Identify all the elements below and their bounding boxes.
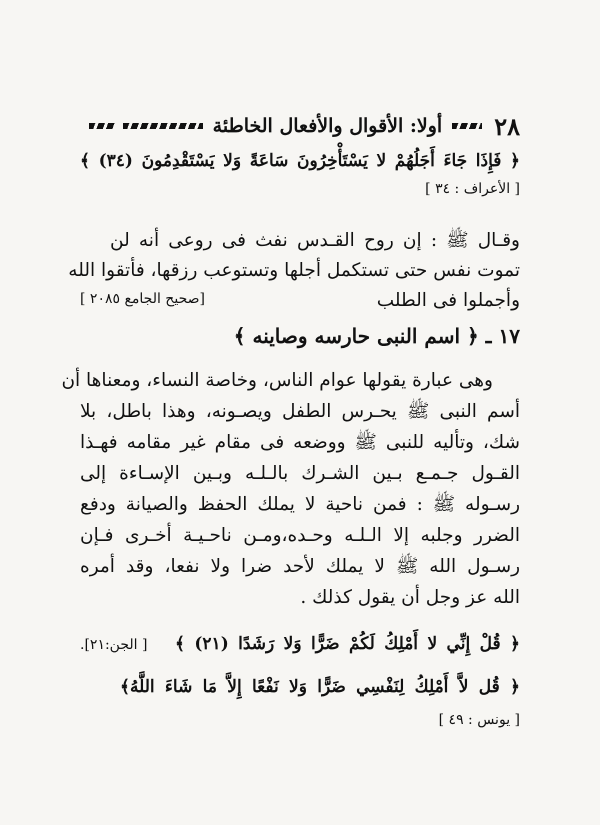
text-line: رسـول الله ﷺ لا يملك لأحد ضرا ولا نفعا، وقد أمره [80, 556, 520, 577]
page-header [80, 111, 520, 141]
text-line: وأجملوا فى الطلب [376, 290, 520, 311]
header-divider [89, 123, 115, 129]
hadith-reference: [صحيح الجامع ٢٠٨٥ ] [80, 291, 205, 307]
verse-reference: [ الجن:٢١]. [80, 637, 148, 653]
section-heading: ١٧ ـ ﴿ اسم النبى حارسه وصاينه ﴾ [233, 324, 520, 348]
header-title: أولا: الأقوال والأفعال الخاطئة [212, 115, 443, 137]
header-divider [452, 123, 482, 129]
text-line: شك، وتأليه للنبى ﷺ ووضعه فى مقام غير مقامه فهـذا [80, 432, 520, 453]
text-line: أسم النبى ﷺ يحـرس الطفل ويصـونه، وهذا باطل، بلا [80, 401, 520, 422]
verse-reference: [ يونس : ٤٩ ] [438, 712, 520, 728]
text-line: وهى عبارة يقولها عوام الناس، وخاصة النساء، ومعناها أن [61, 370, 493, 391]
quran-verse: ﴿ قُلْ إِنِّي لا أَمْلِكُ لَكُمْ ضَرًّا وَلا رَشَدًا (٢١) ﴾ [175, 634, 520, 654]
verse-reference: [ الأعراف : ٣٤ ] [425, 181, 520, 197]
quran-verse: ﴿ قُل لاَّ أَمْلِكُ لِنَفْسِي ضَرًّا وَلا نَفْعًا إِلاَّ مَا شَاءَ اللَّهُ﴾ [120, 677, 520, 697]
text-line: القـول جـمـع بـين الشـرك بالـلـه وبـين الإسـاءة إلى [80, 463, 520, 484]
quran-verse: ﴿ فَإِذَا جَاءَ أَجَلُهُمْ لا يَسْتَأْخِرُونَ سَاعَةً وَلا يَسْتَقْدِمُونَ (٣٤) ﴾ [80, 151, 520, 171]
text-line: تموت نفس حتى تستكمل أجلها وتستوعب رزقها، فأتقوا الله [68, 260, 520, 281]
text-line: الضرر وجلبه إلا الـلـه وحـده،ومـن ناحـيـة أخـرى فـإن [80, 525, 520, 546]
header-divider [123, 123, 203, 129]
text-line: وقـال ﷺ : إن روح القـدس نفث فى روعى أنه لن [110, 230, 520, 251]
text-line: رسـوله ﷺ : فمن ناحية لا يملك الحفظ والصيانة ودفع [80, 494, 520, 515]
page-number: ٢٨ [494, 111, 520, 141]
text-line: الله عز وجل أن يقول كذلك . [300, 587, 520, 608]
